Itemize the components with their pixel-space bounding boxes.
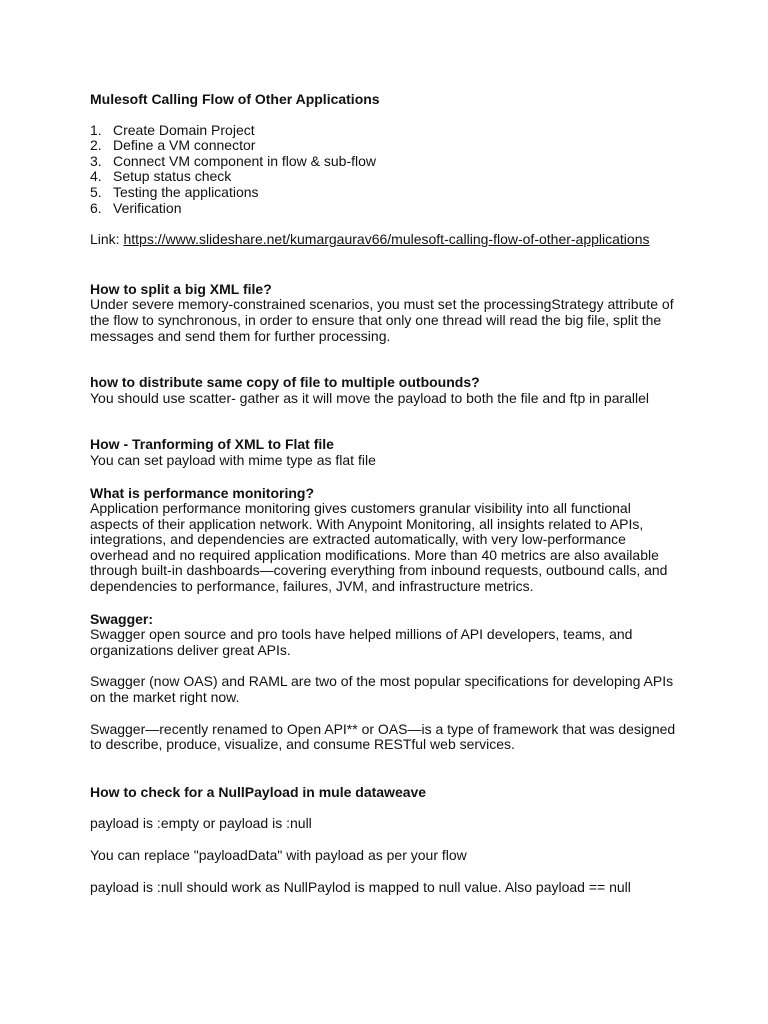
steps-list: [90, 123, 680, 217]
section-body: Under severe memory-constrained scenarios, you must set the processingStrategy attribute of the flow to synchronous, in order to ensure that only one thread will read the big file, split the messages and send them for further processing.: [90, 296, 674, 344]
section-heading: How to check for a NullPayload in mule dataweave: [90, 783, 427, 800]
section-heading: how to distribute same copy of file to multiple outbounds?: [90, 374, 480, 391]
document-title: Mulesoft Calling Flow of Other Applications: [90, 91, 380, 107]
section-distribute: [90, 375, 680, 406]
list-item-text: Create Domain Project: [113, 121, 255, 138]
list-item-text: Verification: [113, 199, 182, 216]
section-body: Swagger open source and pro tools have helped millions of API developers, teams, and organizations deliver great APIs.: [90, 626, 633, 658]
section-heading: How - Tranforming of XML to Flat file: [90, 436, 334, 453]
list-item-text: Setup status check: [113, 168, 232, 185]
list-number: 1.: [90, 121, 102, 138]
section-nullpayload: [90, 785, 680, 895]
list-item-text: Testing the applications: [113, 183, 259, 200]
section-flat-file: [90, 437, 680, 468]
section-body: You should use scatter- gather as it will move the payload to both the file and ftp in parallel: [90, 389, 650, 406]
list-number: 3.: [90, 152, 102, 169]
list-number: 4.: [90, 168, 102, 185]
list-number: 6.: [90, 199, 102, 216]
section-performance: [90, 486, 680, 595]
list-item: [90, 154, 680, 170]
section-heading: How to split a big XML file?: [90, 280, 272, 297]
section-split-xml: [90, 282, 680, 344]
list-item: [90, 201, 680, 217]
list-number: 5.: [90, 183, 102, 200]
section-heading: Swagger:: [90, 610, 154, 627]
section-body: Swagger—recently renamed to Open API** or OAS—is a type of framework that was designed to describe, produce, visualize, and consume RESTful web services.: [90, 720, 676, 753]
slideshare-link[interactable]: https://www.slideshare.net/kumargaurav66/mulesoft-calling-flow-of-other-applications: [123, 231, 650, 248]
section-heading: What is performance monitoring?: [90, 484, 315, 501]
link-label: Link:: [90, 231, 124, 248]
section-body: You can replace "payloadData" with payload as per your flow: [90, 847, 467, 863]
section-body: Swagger (now OAS) and RAML are two of the most popular specifications for developing APIs on the market right now.: [90, 673, 674, 706]
list-number: 2.: [90, 137, 102, 154]
list-item-text: Connect VM component in flow & sub-flow: [113, 152, 377, 169]
section-body: payload is :empty or payload is :null: [90, 815, 312, 832]
list-item: [90, 169, 680, 185]
list-item: [90, 138, 680, 154]
list-item-text: Define a VM connector: [113, 137, 256, 154]
section-body: Application performance monitoring gives customers granular visibility into all functional aspects of their application network. With Anypoint Monitoring, all insights related to APIs, integrations, and dependencies are extracted automatically, with very low-performance overhead and no required application modifications. More than 40 metrics are also available through built-in dashboards—covering everything from inbound requests, outbound calls, and dependencies to performance, failures, JVM, and infrastructure metrics.: [90, 500, 668, 595]
link-line: [90, 232, 680, 248]
section-body: payload is :null should work as NullPaylod is mapped to null value. Also payload == null: [90, 878, 631, 895]
document-content: [90, 92, 680, 895]
section-swagger: [90, 612, 680, 753]
list-item: [90, 185, 680, 201]
section-body: You can set payload with mime type as flat file: [90, 451, 376, 468]
list-item: [90, 123, 680, 139]
